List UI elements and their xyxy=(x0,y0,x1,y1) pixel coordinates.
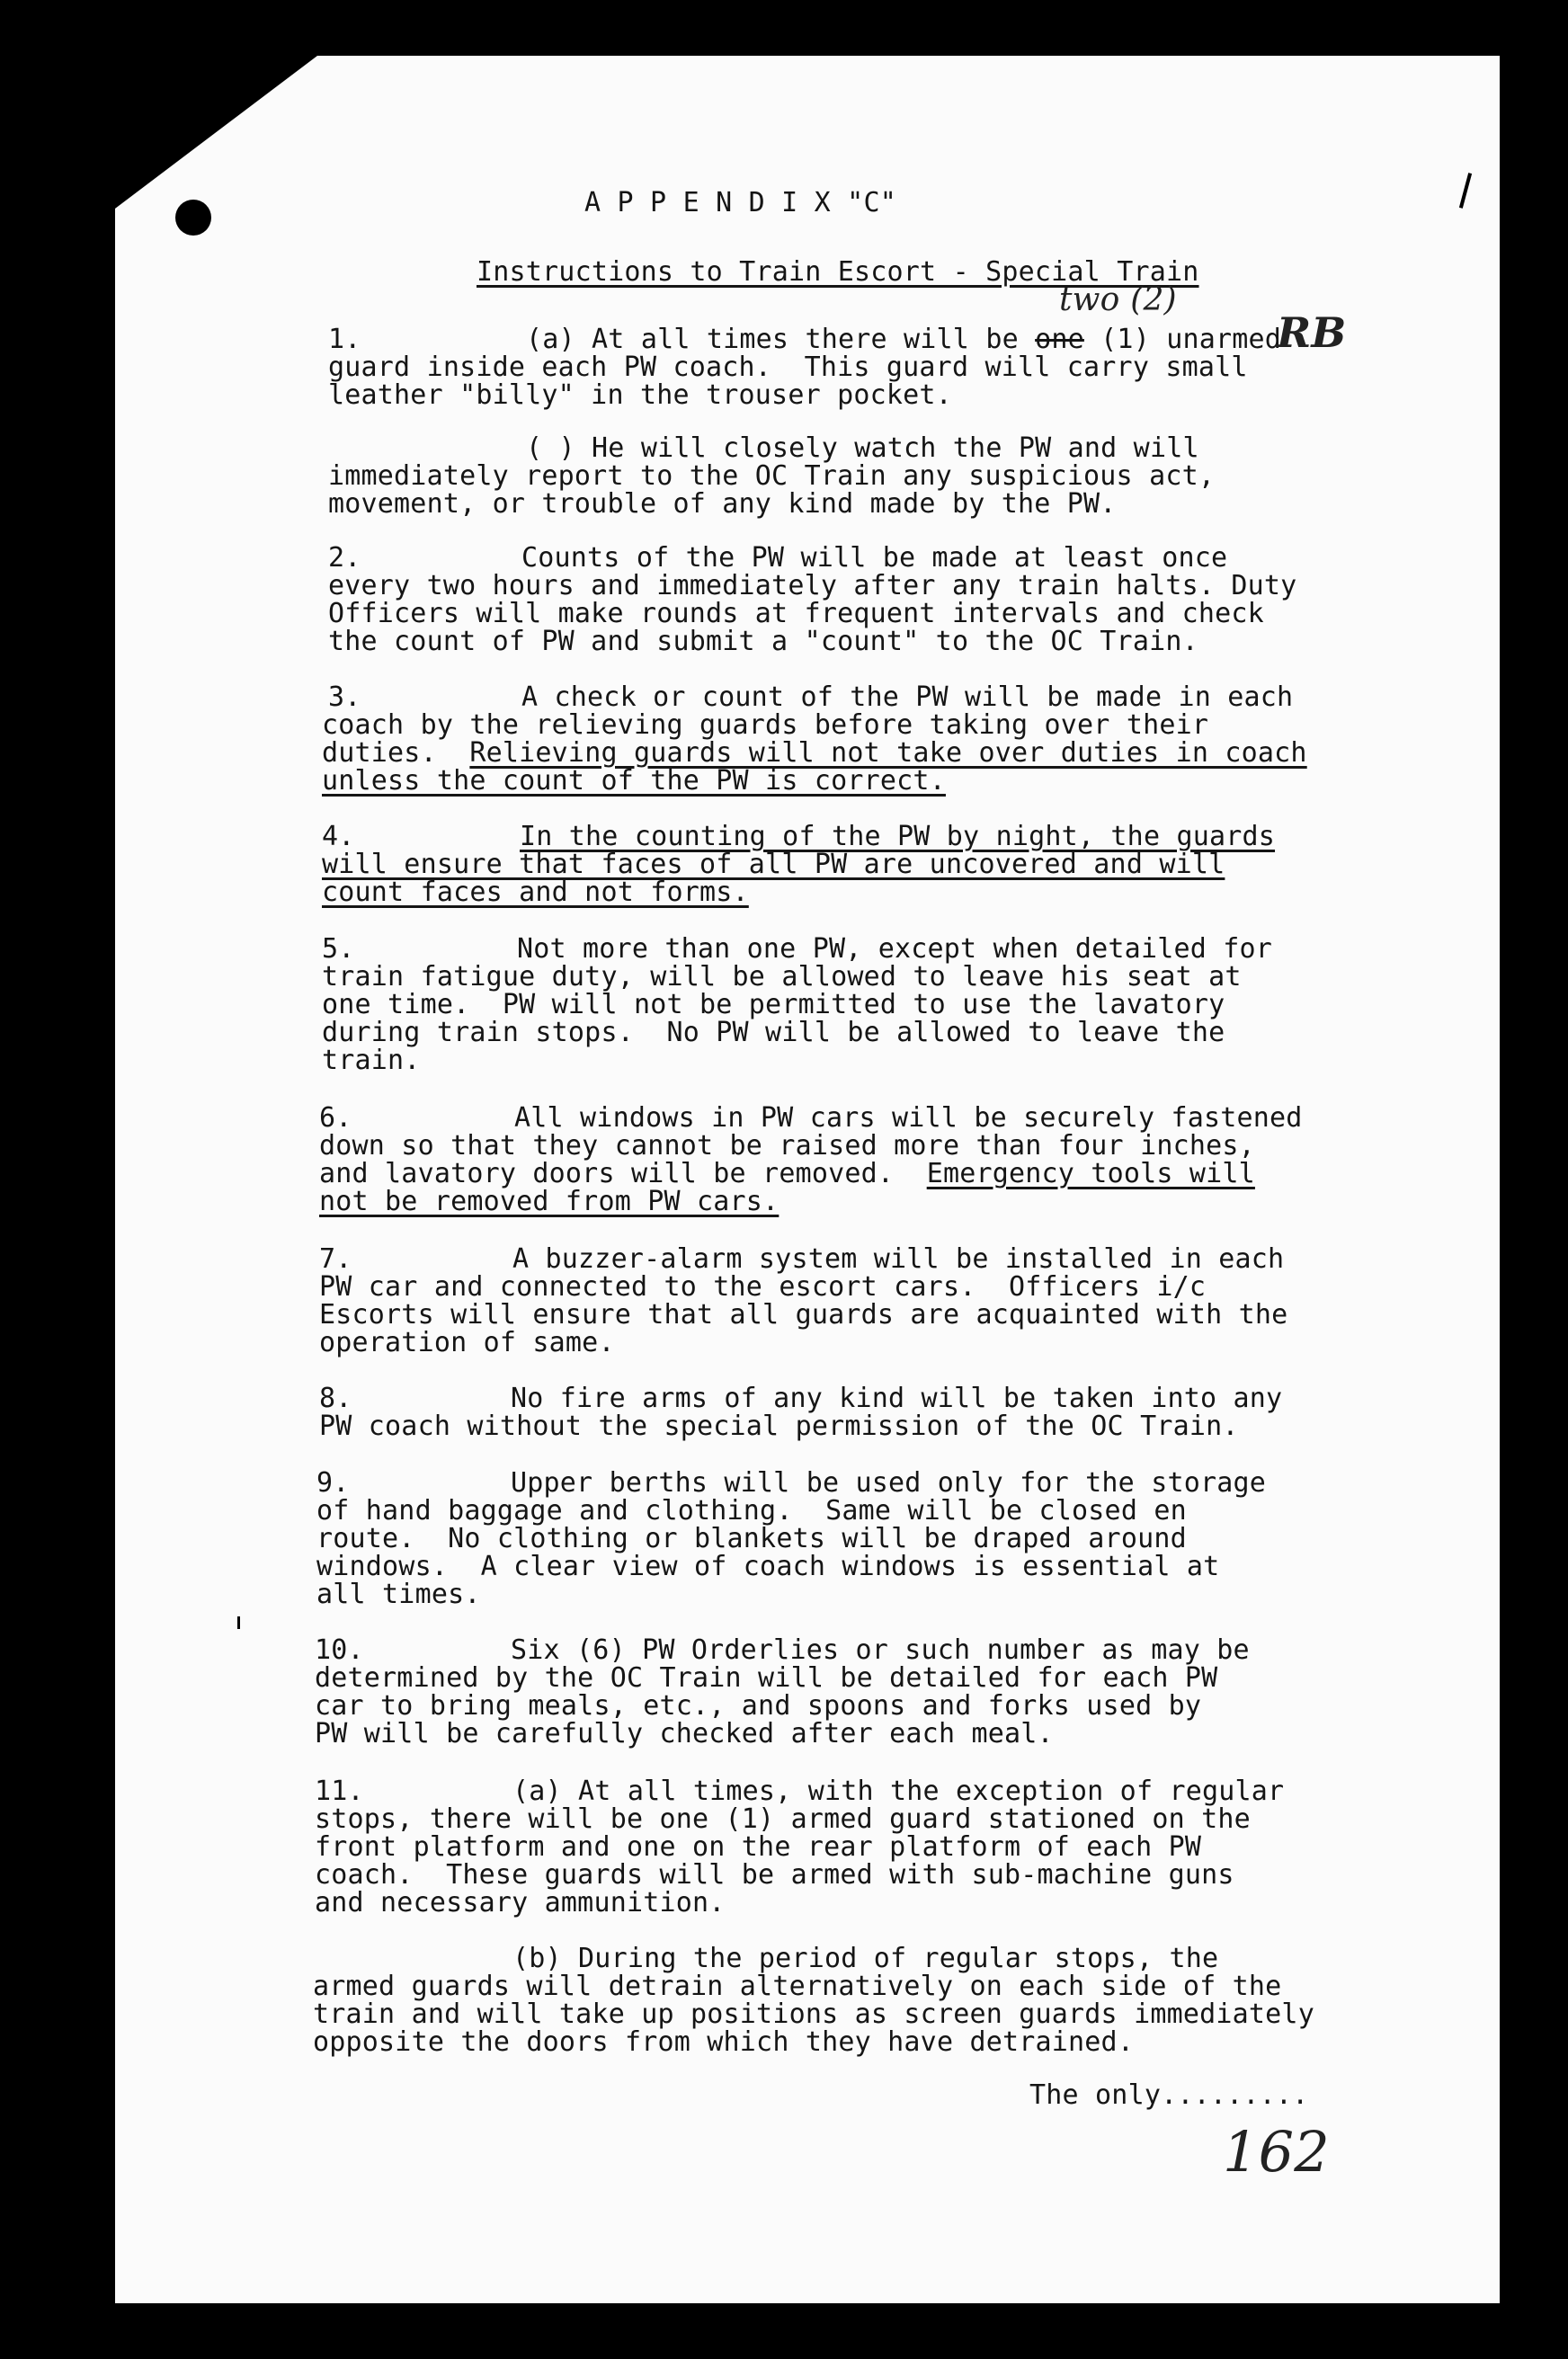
p10-line3: car to bring meals, etc., and spoons and forks used by xyxy=(315,1690,1202,1722)
p6-line4: not be removed from PW cars. xyxy=(319,1186,780,1217)
paragraph-number: 2. xyxy=(328,542,361,574)
p1b-line1: ( ) He will closely watch the PW and will xyxy=(526,432,1199,464)
paragraph-number: 8. xyxy=(319,1383,352,1414)
p11b-line3: train and will take up positions as screen guards immediately xyxy=(313,1998,1314,2030)
continuation-text: The only......... xyxy=(1029,2079,1309,2111)
p11a-line4: coach. These guards will be armed with sub-machine guns xyxy=(315,1859,1234,1891)
p5-line1: Not more than one PW, except when detailed for xyxy=(517,933,1273,965)
p9-line3: route. No clothing or blankets will be draped around xyxy=(316,1523,1187,1554)
p5-line2: train fatigue duty, will be allowed to leave his seat at xyxy=(322,961,1242,993)
paragraph-number: 10. xyxy=(315,1634,364,1666)
p2-line3: Officers will make rounds at frequent intervals and check xyxy=(328,598,1264,629)
p9-line2: of hand baggage and clothing. Same will be closed en xyxy=(316,1495,1187,1527)
p10-line2: determined by the OC Train will be detailed for each PW xyxy=(315,1662,1218,1694)
p5-line3: one time. PW will not be permitted to use the lavatory xyxy=(322,989,1225,1020)
p2-line4: the count of PW and submit a "count" to the OC Train. xyxy=(328,626,1198,657)
p6-line3: and lavatory doors will be removed. Emergency tools will xyxy=(319,1158,1255,1189)
paragraph-number: 4. xyxy=(322,821,355,852)
handwritten-insertion: two (2) xyxy=(1059,281,1177,318)
handwritten-initials: RB xyxy=(1277,308,1347,357)
paragraph-number: 5. xyxy=(322,933,355,965)
p2-line2: every two hours and immediately after any train halts. Duty xyxy=(328,570,1297,601)
p3-line3: duties. Relieving guards will not take over duties in coach xyxy=(322,737,1307,769)
paragraph-number: 6. xyxy=(319,1102,352,1134)
p1a-line1: (a) At all times there will be one (1) unarmed xyxy=(526,324,1282,355)
paragraph-number: 3. xyxy=(328,681,361,713)
p2-line1: Counts of the PW will be made at least once xyxy=(521,542,1228,574)
p11a-line5: and necessary ammunition. xyxy=(315,1887,726,1918)
p1b-line3: movement, or trouble of any kind made by the PW. xyxy=(328,488,1117,520)
p7-line4: operation of same. xyxy=(319,1327,615,1358)
paragraph-number: 1. xyxy=(328,324,361,355)
paragraph-number: 7. xyxy=(319,1243,352,1275)
p1a-line2: guard inside each PW coach. This guard will carry small xyxy=(328,352,1248,383)
p7-line1: A buzzer-alarm system will be installed in each xyxy=(512,1243,1285,1275)
p10-line1: Six (6) PW Orderlies or such number as may be xyxy=(511,1634,1250,1666)
p10-line4: PW will be carefully checked after each meal. xyxy=(315,1718,1054,1749)
p1b-line2: immediately report to the OC Train any suspicious act, xyxy=(328,460,1216,492)
p11b-line2: armed guards will detrain alternatively on each side of the xyxy=(313,1971,1282,2002)
p7-line2: PW car and connected to the escort cars. Officers i/c xyxy=(319,1271,1207,1303)
p9-line4: windows. A clear view of coach windows is essential at xyxy=(316,1551,1220,1582)
p6-line2: down so that they cannot be raised more than four inches, xyxy=(319,1130,1255,1162)
p4-line2: will ensure that faces of all PW are uncovered and will xyxy=(322,849,1225,880)
paragraph-number: 9. xyxy=(316,1467,350,1499)
p8-line1: No fire arms of any kind will be taken into any xyxy=(511,1383,1283,1414)
p11a-line3: front platform and one on the rear platform of each PW xyxy=(315,1831,1202,1863)
subtitle: Instructions to Train Escort - Special Train xyxy=(477,256,1199,288)
p3-line2: coach by the relieving guards before taking over their xyxy=(322,709,1209,741)
p5-line4: during train stops. No PW will be allowed to leave the xyxy=(322,1017,1225,1048)
p5-line5: train. xyxy=(322,1045,421,1076)
p11b-line1: (b) During the period of regular stops, the xyxy=(512,1943,1219,1974)
p1a-line3: leather "billy" in the trouser pocket. xyxy=(328,379,952,411)
p8-line2: PW coach without the special permission of the OC Train. xyxy=(319,1411,1239,1442)
appendix-title: A P P E N D I X "C" xyxy=(584,187,896,218)
p4-line3: count faces and not forms. xyxy=(322,877,749,908)
paragraph-number: 11. xyxy=(315,1776,364,1807)
p9-line5: all times. xyxy=(316,1579,481,1610)
p4-line1: In the counting of the PW by night, the guards xyxy=(520,821,1276,852)
p11a-line2: stops, there will be one (1) armed guard stationed on the xyxy=(315,1803,1251,1835)
p9-line1: Upper berths will be used only for the storage xyxy=(511,1467,1267,1499)
p3-line4: unless the count of the PW is correct. xyxy=(322,765,946,797)
p3-line1: A check or count of the PW will be made in each xyxy=(521,681,1294,713)
p11a-line1: (a) At all times, with the exception of regular xyxy=(512,1776,1285,1807)
p11b-line4: opposite the doors from which they have detrained. xyxy=(313,2026,1135,2058)
p6-line1: All windows in PW cars will be securely fastened xyxy=(514,1102,1303,1134)
p7-line3: Escorts will ensure that all guards are acquainted with the xyxy=(319,1299,1288,1331)
handwritten-page-number: 162 xyxy=(1223,2119,1330,2185)
